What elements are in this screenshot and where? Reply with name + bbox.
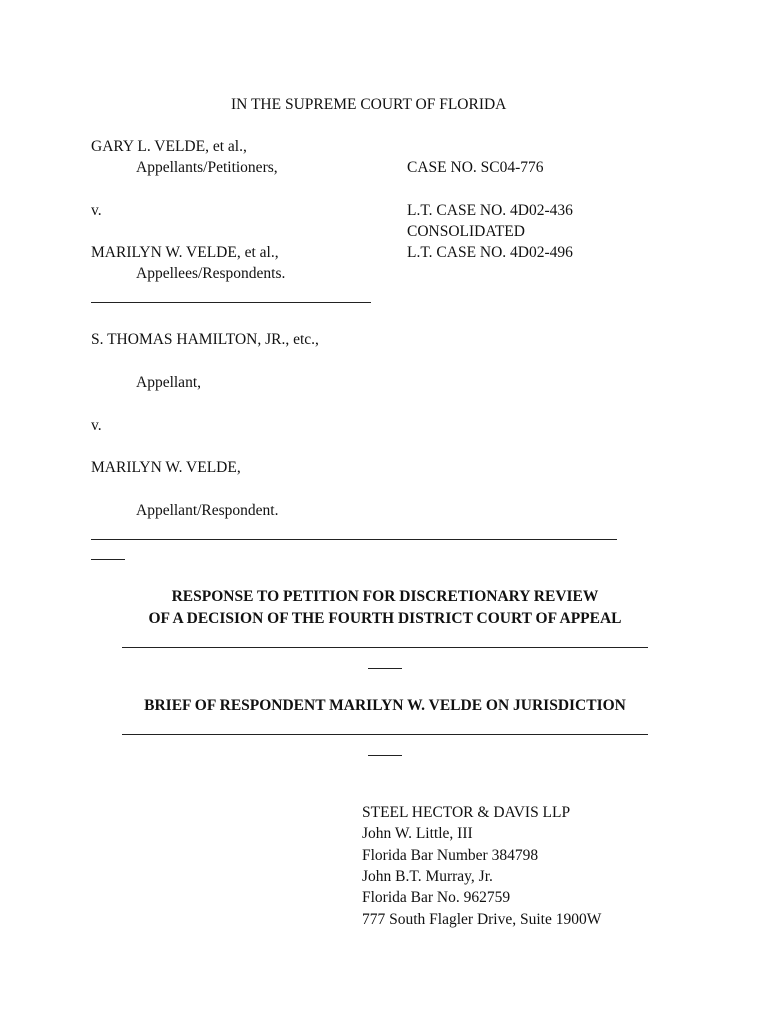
lt-case-number-2: L.T. CASE NO. 4D02-496	[407, 244, 573, 261]
caption2-versus: v.	[91, 417, 102, 434]
caption1-party1-role: Appellants/Petitioners,	[136, 159, 278, 176]
counsel-bar1: Florida Bar Number 384798	[362, 847, 539, 864]
counsel-bar2: Florida Bar No. 962759	[362, 889, 511, 906]
case-number: CASE NO. SC04-776	[407, 159, 544, 176]
caption1-rule	[91, 302, 371, 303]
caption1-party2-role: Appellees/Respondents.	[136, 265, 286, 282]
caption2-rule	[91, 539, 617, 540]
brief-heading: BRIEF OF RESPONDENT MARILYN W. VELDE ON JURISDICTION	[144, 697, 626, 714]
caption2-rule-short	[91, 559, 125, 560]
caption1-versus: v.	[91, 202, 102, 219]
caption2-party1-role: Appellant,	[136, 374, 201, 391]
caption2-party2: MARILYN W. VELDE,	[91, 459, 241, 476]
caption2-party1: S. THOMAS HAMILTON, JR., etc.,	[91, 331, 319, 348]
consolidated-label: CONSOLIDATED	[407, 223, 525, 240]
counsel-attorney1: John W. Little, III	[362, 825, 473, 842]
lt-case-number-1: L.T. CASE NO. 4D02-436	[407, 202, 573, 219]
caption1-party1: GARY L. VELDE, et al.,	[91, 138, 247, 155]
brief-heading-rule-short	[368, 755, 402, 756]
caption1-party2: MARILYN W. VELDE, et al.,	[91, 244, 279, 261]
court-title: IN THE SUPREME COURT OF FLORIDA	[231, 96, 507, 113]
caption2-party2-role: Appellant/Respondent.	[136, 502, 279, 519]
counsel-address: 777 South Flagler Drive, Suite 1900W	[362, 911, 602, 928]
brief-heading-rule	[122, 734, 648, 735]
counsel-attorney2: John B.T. Murray, Jr.	[362, 868, 493, 885]
response-heading-rule	[122, 647, 648, 648]
response-heading-line1: RESPONSE TO PETITION FOR DISCRETIONARY REVIEW	[171, 588, 599, 605]
response-heading-rule-short	[368, 668, 402, 669]
response-heading-line2: OF A DECISION OF THE FOURTH DISTRICT COURT OF APPEAL	[148, 610, 622, 627]
counsel-firm: STEEL HECTOR & DAVIS LLP	[362, 804, 571, 821]
